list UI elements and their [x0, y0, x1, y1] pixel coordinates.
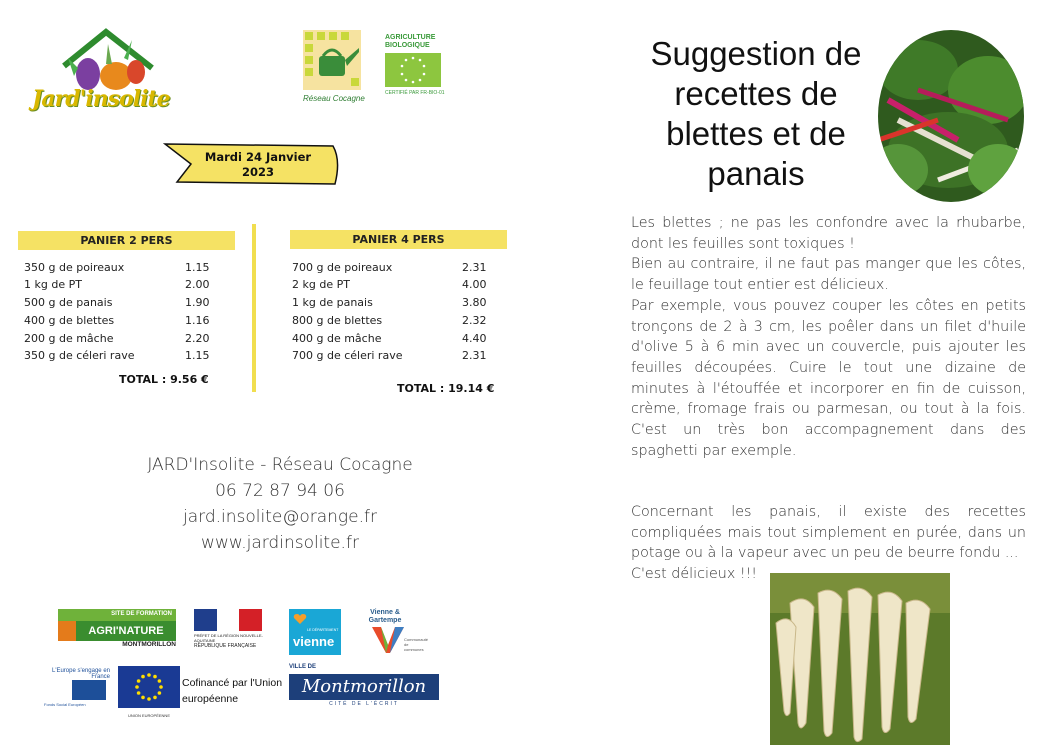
watering-can-icon [303, 30, 361, 90]
basket-4-price: 2.31 [462, 349, 487, 362]
basket-2-price: 1.16 [185, 314, 210, 327]
paragraph-1: Les blettes ; ne pas les confondre avec la rhubarbe, dont les feuilles sont toxiques ! [631, 215, 1026, 252]
paragraph-2: Bien au contraire, il ne faut pas manger que les côtes, le feuillage tout entier est délicieux. [631, 256, 1026, 294]
ab-title: AGRICULTURE BIOLOGIQUE [385, 34, 436, 49]
basket-4-header [290, 230, 507, 249]
basket-2-item: 400 g de blettes [24, 314, 115, 327]
title-line-3: blettes et de [666, 115, 846, 152]
body-text-section-1 [631, 213, 1026, 461]
basket-4-price: 2.32 [462, 314, 487, 327]
parsnip-photo [770, 573, 950, 745]
v-shape-icon [372, 627, 404, 653]
basket-2-price: 1.15 [185, 349, 210, 362]
europe-fse: Fonds Social Européen [44, 702, 86, 707]
vienne-small: LE DÉPARTEMENT [307, 628, 339, 632]
montmorillon-sub: CITÉ DE L'ÉCRIT [329, 701, 399, 707]
basket-2-price: 2.00 [185, 278, 210, 291]
agri-nature-square-icon [58, 621, 76, 641]
basket-2-title: PANIER 2 PERS [18, 231, 235, 250]
tricolor-flag-icon [194, 609, 262, 631]
basket-4-item: 400 g de mâche [292, 332, 382, 345]
paragraph-3: Par exemple, vous pouvez couper les côtes en petits tronçons de 2 à 3 cm, les poêler dans un filet d'huile d'olive 5 à 6 min avec un couvercle, puis ajouter les feuilles découpées. Cuire le tout une dizaine de minutes à l'étouffée et incorporer en fin de cuisson, crème, fromage frais ou parmesan, ou tout à la fois. C'est un très bon accompagnement dans des spaghetti par exemple. [631, 297, 1026, 459]
basket-2-header [18, 231, 235, 250]
jard-insolite-logo [28, 28, 188, 116]
contact-phone: 06 72 87 94 06 [215, 481, 345, 501]
cocagne-label: Réseau Cocagne [303, 94, 365, 103]
title-line-2: recettes de [674, 75, 838, 112]
basket-divider [252, 224, 256, 392]
basket-2-total: TOTAL : 9.56 € [119, 373, 209, 386]
agri-nature-name: AGRI'NATURE [76, 621, 176, 641]
europe-flag-icon [72, 680, 106, 700]
date-text [193, 150, 323, 180]
title-line-1: Suggestion de [650, 35, 862, 72]
ab-logo [385, 34, 447, 102]
basket-4-item: 800 g de blettes [292, 314, 383, 327]
basket-2-item: 200 g de mâche [24, 332, 114, 345]
basket-2-item: 500 g de panais [24, 296, 113, 309]
eu-caption: UNION EUROPÉENNE [127, 713, 170, 718]
basket-2-item: 350 g de poireaux [24, 261, 125, 274]
basket-2-price: 1.90 [185, 296, 210, 309]
agri-nature-place: MONTMORILLON [122, 641, 176, 648]
basket-4-item: 700 g de poireaux [292, 261, 393, 274]
vg-title: Vienne & Gartempe [368, 609, 402, 624]
swiss-chard-image [878, 30, 1024, 202]
prefet-logo [194, 609, 264, 651]
basket-4-item: 1 kg de panais [292, 296, 373, 309]
basket-2-price: 2.20 [185, 332, 210, 345]
cocagne-logo [303, 30, 363, 104]
parsnips-image [770, 573, 950, 745]
page-title [628, 34, 884, 194]
europe-text: L'Europe s'engage en France [51, 668, 110, 680]
basket-4-item: 2 kg de PT [292, 278, 350, 291]
eu-stars-flag-icon [118, 666, 180, 708]
vienne-gartempe-logo [364, 609, 429, 655]
vienne-logo [289, 609, 341, 655]
jard-insolite-wordmark: Jard'insolite [32, 86, 170, 112]
cofinance-text: Cofinancé par l'Union européenne [182, 677, 283, 705]
basket-4-price: 3.80 [462, 296, 487, 309]
eu-flag-logo [118, 666, 180, 716]
contact-website: www.jardinsolite.fr [201, 533, 359, 553]
basket-4-total: TOTAL : 19.14 € [397, 382, 495, 395]
basket-2-price: 1.15 [185, 261, 210, 274]
heart-icon [293, 613, 307, 625]
basket-4-title: PANIER 4 PERS [290, 230, 507, 249]
paragraph-5: C'est délicieux !!! [631, 566, 758, 583]
date-line-2: 2023 [241, 165, 274, 179]
europe-engage-logo [36, 668, 110, 710]
basket-4-item: 700 g de céleri rave [292, 349, 403, 362]
vg-subtitle: Communauté de communes [404, 637, 429, 652]
basket-4-price: 4.00 [462, 278, 487, 291]
contact-email: jard.insolite@orange.fr [183, 507, 377, 527]
basket-4-price: 4.40 [462, 332, 487, 345]
chard-photo [878, 30, 1024, 202]
ville-de: VILLE DE [289, 664, 317, 670]
ab-certified: CERTIFIÉ PAR FR-BIO-01 [385, 90, 445, 96]
basket-4-price: 2.31 [462, 261, 487, 274]
prefet-text: PRÉFET DE LA RÉGION NOUVELLE-AQUITAINE [194, 633, 263, 643]
agri-nature-top: SITE DE FORMATION [58, 609, 176, 621]
eu-organic-leaf-icon [385, 53, 441, 87]
basket-2-item: 1 kg de PT [24, 278, 82, 291]
basket-2-item: 350 g de céleri rave [24, 349, 135, 362]
republique-text: RÉPUBLIQUE FRANÇAISE [194, 643, 257, 649]
paragraph-4: Concernant les panais, il existe des recettes compliquées mais tout simplement en purée, dans un potage ou à la vapeur avec un peu de beurre fondu ... [631, 504, 1026, 562]
contact-name: JARD'Insolite - Réseau Cocagne [147, 455, 413, 475]
title-line-4: panais [707, 155, 805, 192]
date-line-1: Mardi 24 Janvier [204, 150, 312, 164]
agri-nature-logo [58, 609, 176, 651]
contact-block [120, 452, 440, 556]
montmorillon-name: Montmorillon [289, 674, 439, 700]
montmorillon-logo [289, 664, 439, 710]
date-ribbon [163, 140, 341, 188]
vienne-name: vienne [293, 634, 335, 649]
